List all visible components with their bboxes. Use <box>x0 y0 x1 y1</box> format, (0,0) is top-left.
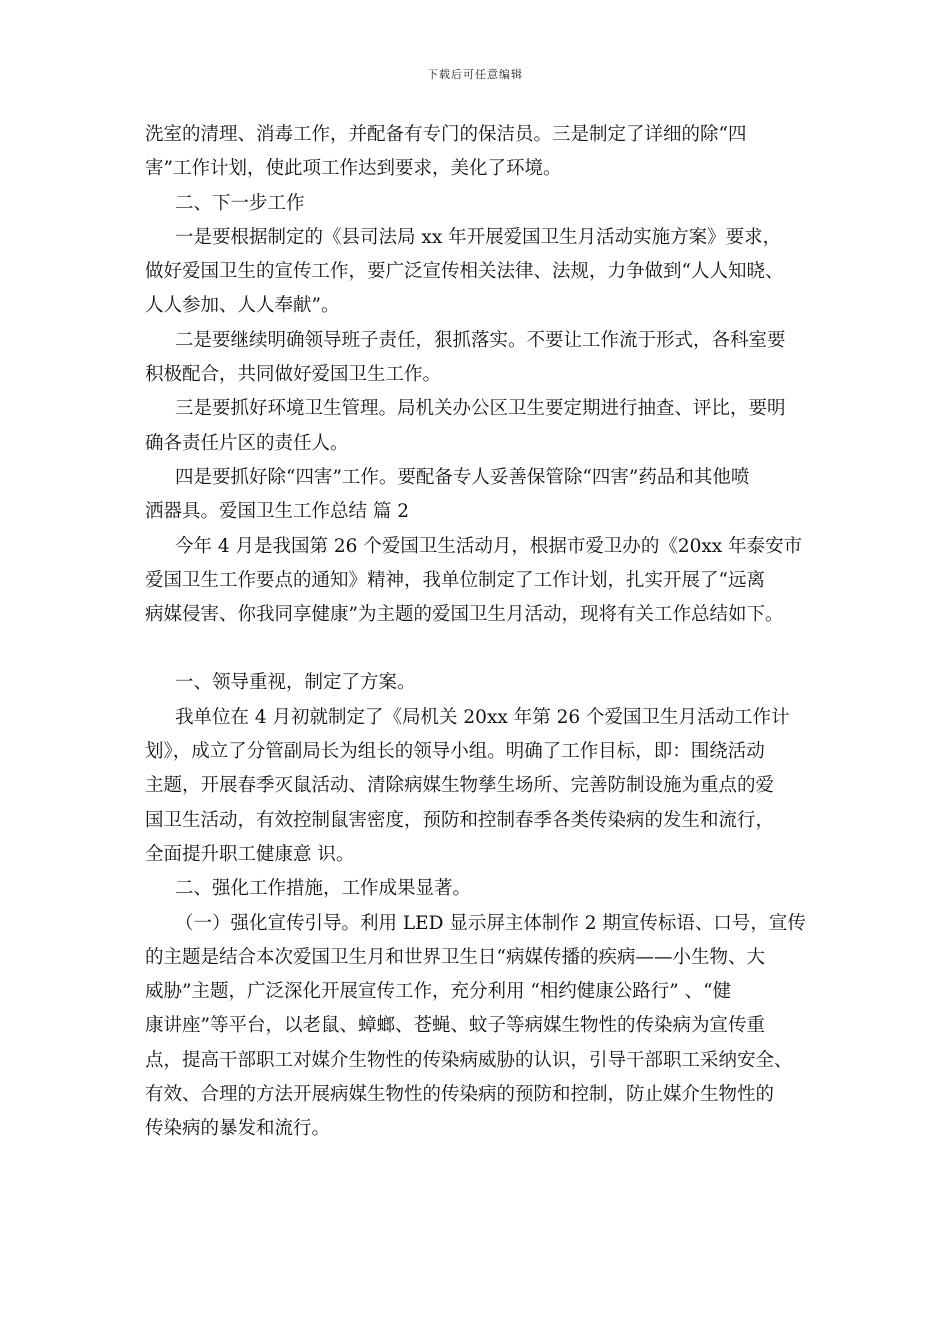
paragraph-line: 三是要抓好环境卫生管理。局机关办公区卫生要定期进行抽查、评比，要明 <box>175 398 786 420</box>
paragraph-line: 国卫生活动，有效控制鼠害密度，预防和控制春季各类传染病的发生和流行， <box>145 809 775 831</box>
header-note: 下载后可任意编辑 <box>427 68 523 81</box>
paragraph-line: 我单位在 4 月初就制定了《局机关 20xx 年第 26 个爱国卫生月活动工作计 <box>175 706 790 728</box>
paragraph-line: 积极配合，共同做好爱国卫生工作。 <box>145 364 442 386</box>
paragraph-line: 威胁”主题，广泛深化开展宣传工作，充分利用 “相约健康公路行” 、“健 <box>145 981 732 1003</box>
paragraph-line: 划》，成立了分管副局长为组长的领导小组。明确了工作目标，即：围绕活动 <box>145 741 765 763</box>
paragraph-line: 爱国卫生工作要点的通知》精神，我单位制定了工作计划，扎实开展了“远离 <box>145 569 765 591</box>
paragraph-line: 做好爱国卫生的宣传工作，要广泛宣传相关法律、法规，力争做到“人人知晓、 <box>145 261 784 283</box>
paragraph-line: 点，提高干部职工对媒介生物性的传染病威胁的认识，引导干部职工采纳安全、 <box>145 1049 793 1071</box>
document-body <box>145 118 815 1147</box>
paragraph-line: 洗室的清理、消毒工作，并配备有专门的保洁员。三是制定了详细的除“四 <box>145 124 747 145</box>
paragraph-line: 一是要根据制定的《县司法局 xx 年开展爱国卫生月活动实施方案》要求， <box>175 226 782 248</box>
paragraph-line: 今年 4 月是我国第 26 个爱国卫生活动月，根据市爱卫办的《20xx 年泰安市 <box>175 535 803 557</box>
paragraph-line: 康讲座”等平台，以老鼠、蟑螂、苍蝇、蚊子等病媒生物性的传染病为宣传重 <box>145 1015 765 1037</box>
paragraph-line: 有效、合理的方法开展病媒生物性的传染病的预防和控制，防止媒介生物性的 <box>145 1084 775 1106</box>
paragraph-line: 人人参加、人人奉献”。 <box>145 295 340 317</box>
blank-line <box>145 632 815 666</box>
paragraph-line: （一）强化宣传引导。利用 LED 显示屏主体制作 2 期宣传标语、口号，宣传 <box>175 912 806 934</box>
paragraph-line: 害”工作计划，使此项工作达到要求，美化了环境。 <box>145 158 562 180</box>
paragraph-line: 主题，开展春季灭鼠活动、清除病媒生物孳生场所、完善防制设施为重点的爱 <box>145 775 775 797</box>
paragraph-line: 洒器具。爱国卫生工作总结 篇 2 <box>145 501 410 523</box>
paragraph-line: 传染病的暴发和流行。 <box>145 1118 331 1140</box>
paragraph-line: 全面提升职工健康意 识。 <box>145 843 355 865</box>
paragraph-line: 确各责任片区的责任人。 <box>145 432 349 454</box>
paragraph-line: 病媒侵害、你我同享健康”为主题的爱国卫生月活动，现将有关工作总结如下。 <box>145 604 784 626</box>
paragraph-line: 四是要抓好除“四害”工作。要配备专人妥善保管除“四害”药品和其他喷 <box>175 466 750 488</box>
section-heading: 二、下一步工作 <box>175 192 305 214</box>
section-heading: 一、领导重视，制定了方案。 <box>175 672 416 694</box>
paragraph-line: 二是要继续明确领导班子责任，狠抓落实。不要让工作流于形式，各科室要 <box>175 329 786 351</box>
paragraph-line: 的主题是结合本次爱国卫生月和世界卫生日“病媒传播的疾病——小生物、大 <box>145 946 765 968</box>
section-heading: 二、强化工作措施，工作成果显著。 <box>175 878 472 900</box>
